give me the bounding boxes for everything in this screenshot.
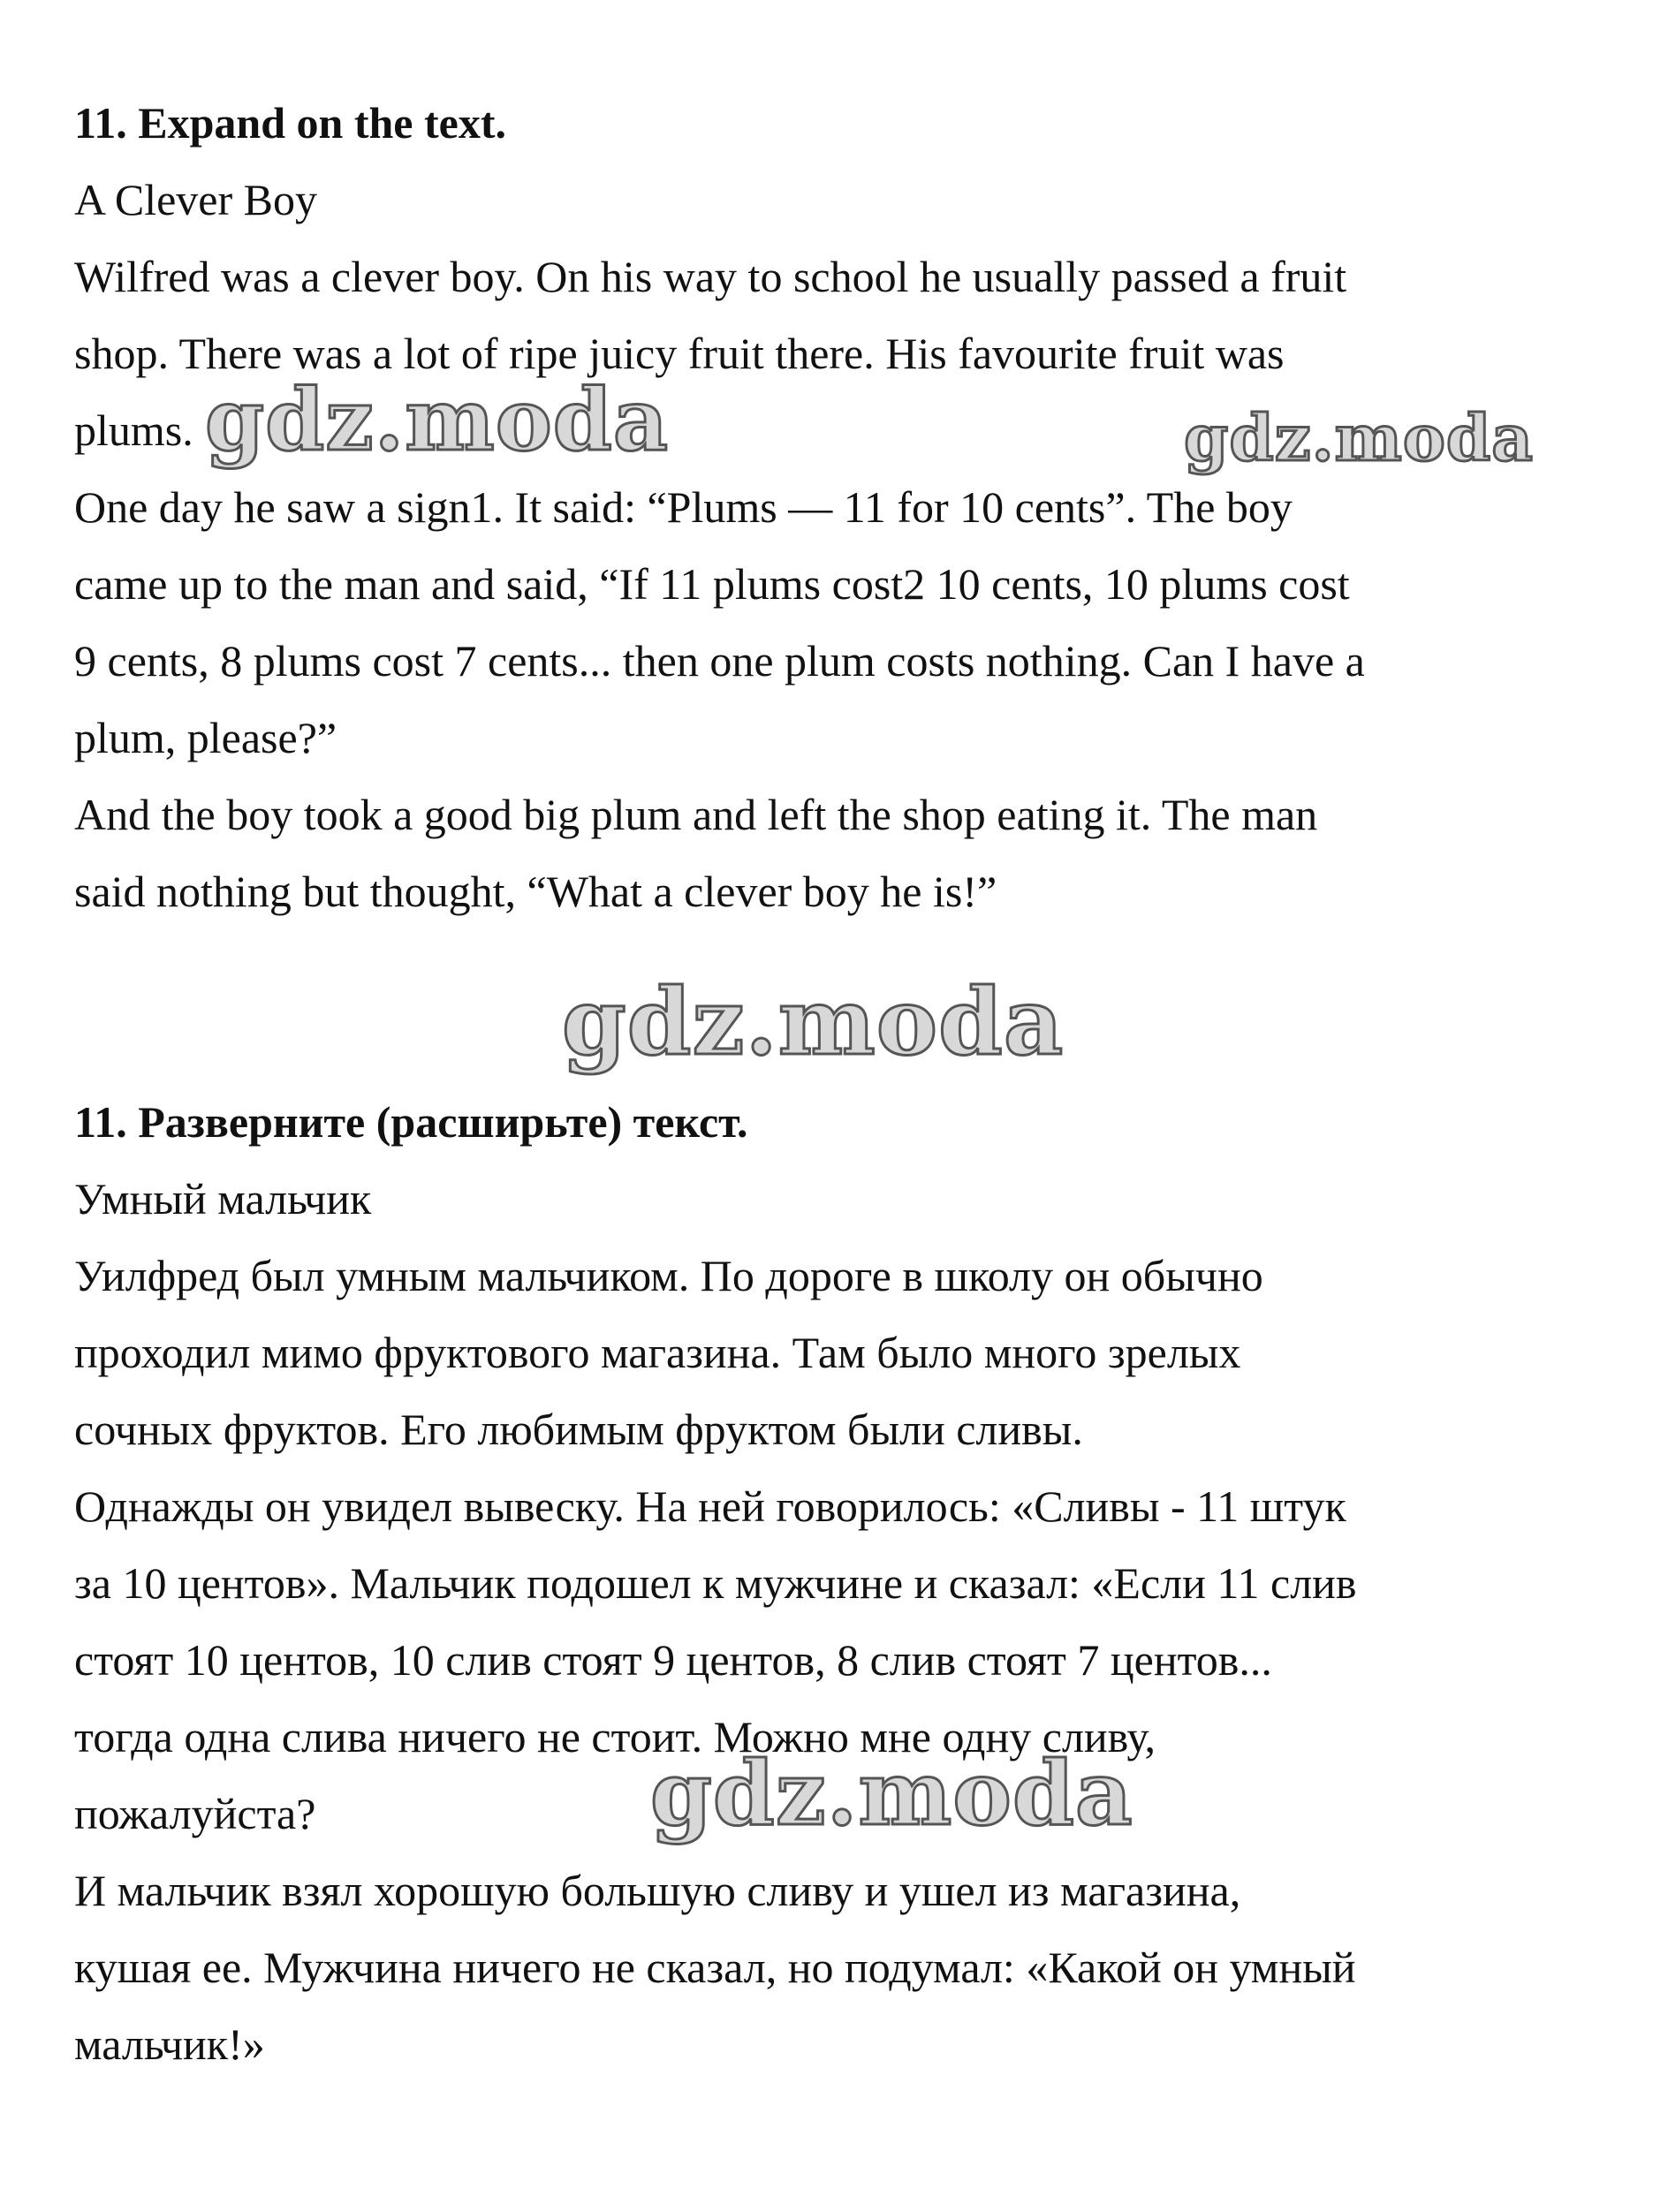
- russian-line: сочных фруктов. Его любимым фруктом были сливы.: [74, 1405, 1083, 1454]
- english-title: A Clever Boy: [74, 175, 317, 224]
- english-line: shop. There was a lot of ripe juicy fruit there. His favourite fruit was: [74, 329, 1285, 378]
- watermark-logo: gdz.moda: [1184, 400, 1534, 475]
- russian-line: тогда одна слива ничего не стоит. Можно мне одну сливу,: [74, 1712, 1156, 1761]
- russian-line: пожалуйста?: [74, 1789, 316, 1838]
- russian-section: [74, 1084, 1594, 2083]
- russian-line: Уилфред был умным мальчиком. По дороге в школу он обычно: [74, 1251, 1263, 1300]
- english-section: [74, 85, 1594, 930]
- russian-line: за 10 центов». Мальчик подошел к мужчине и сказал: «Если 11 слив: [74, 1558, 1357, 1608]
- russian-line: Однажды он увидел вывеску. На ней говорилось: «Сливы - 11 штук: [74, 1481, 1346, 1531]
- watermark-logo: gdz.moda: [562, 967, 1065, 1076]
- russian-heading: 11. Разверните (расширьте) текст.: [74, 1097, 748, 1147]
- english-line: 9 cents, 8 plums cost 7 cents... then one plum costs nothing. Can I have a: [74, 636, 1365, 686]
- english-line: said nothing but thought, “What a clever boy he is!”: [74, 867, 997, 916]
- russian-line: кушая ее. Мужчина ничего не сказал, но подумал: «Какой он умный: [74, 1943, 1356, 1992]
- english-heading: 11. Expand on the text.: [74, 98, 506, 148]
- russian-line: И мальчик взял хорошую большую сливу и ушел из магазина,: [74, 1866, 1241, 1915]
- russian-title: Умный мальчик: [74, 1174, 372, 1223]
- russian-line: проходил мимо фруктового магазина. Там было много зрелых: [74, 1328, 1241, 1377]
- english-line: plum, please?”: [74, 713, 337, 762]
- english-line: plums.: [74, 405, 193, 455]
- english-line: And the boy took a good big plum and left the shop eating it. The man: [74, 790, 1318, 839]
- english-line: came up to the man and said, “If 11 plums cost2 10 cents, 10 plums cost: [74, 559, 1350, 609]
- english-line: Wilfred was a clever boy. On his way to school he usually passed a fruit: [74, 252, 1347, 301]
- watermark-logo: gdz.moda: [205, 370, 670, 470]
- english-line: One day he saw a sign1. It said: “Plums — 11 for 10 cents”. The boy: [74, 482, 1293, 532]
- watermark-logo: gdz.moda: [650, 1741, 1133, 1845]
- russian-line: мальчик!»: [74, 2019, 265, 2069]
- russian-line: стоят 10 центов, 10 слив стоят 9 центов, 8 слив стоят 7 центов...: [74, 1635, 1272, 1685]
